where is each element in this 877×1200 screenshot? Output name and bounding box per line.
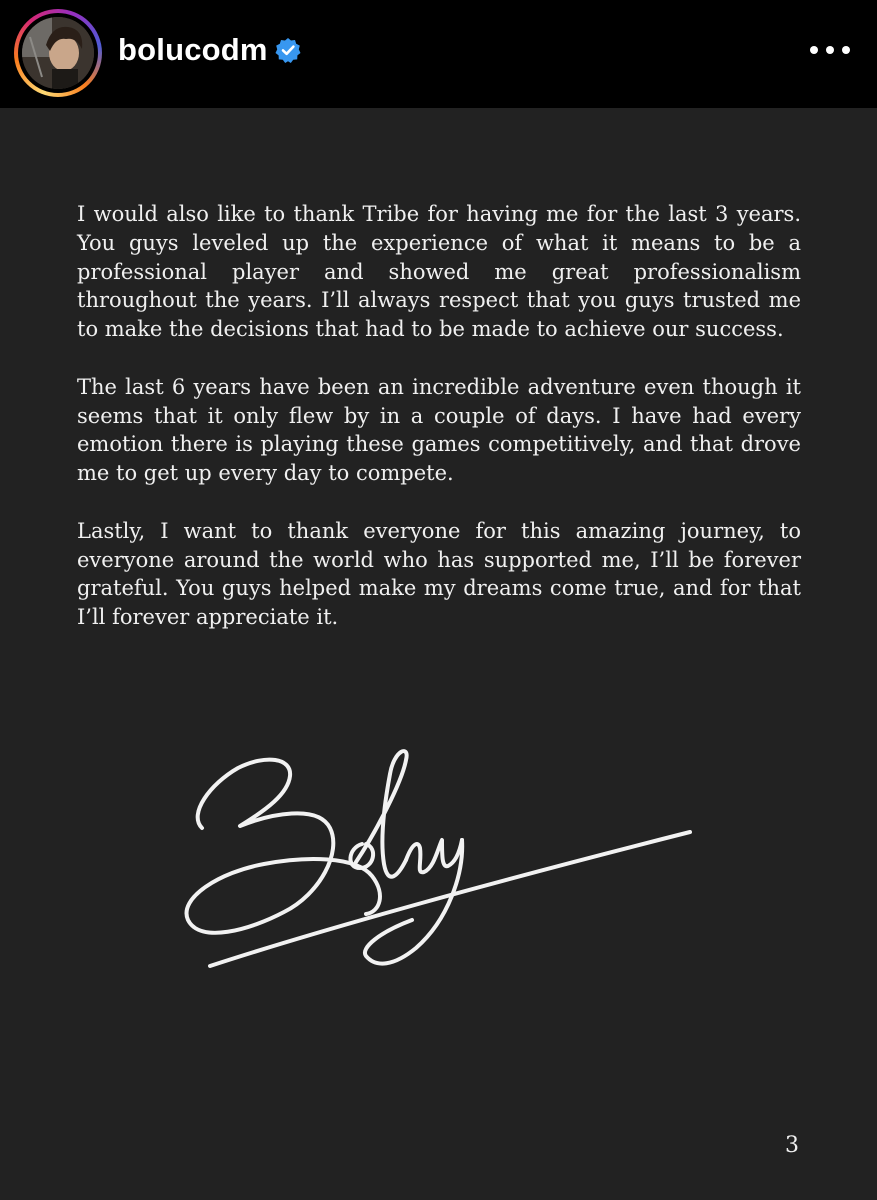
- verified-badge-icon: [275, 37, 301, 63]
- avatar[interactable]: [22, 17, 94, 89]
- letter-paragraph: The last 6 years have been an incredible adventure even though it seems that it only flew by in a couple of days. I have had every emotion there is playing these games competitively, and that drove me to get up every day to compete.: [77, 374, 801, 486]
- page-number: 3: [785, 1133, 799, 1158]
- letter-paragraph: Lastly, I want to thank everyone for this amazing journey, to everyone around the world who has supported me, I’ll be forever grateful. You guys helped make my dreams come true, and for that I’ll forever appreciate it.: [77, 518, 801, 630]
- more-options-icon: [810, 46, 818, 54]
- post-image[interactable]: [0, 108, 877, 1200]
- more-options-button[interactable]: [800, 30, 860, 70]
- letter-body: [77, 200, 801, 661]
- post-header: [0, 0, 877, 108]
- letter-paragraph: I would also like to thank Tribe for having me for the last 3 years. You guys leveled up the experience of what it means to be a professional player and showed me great professionalism throughout the years. I’ll always respect that you guys trusted me to make the decisions that had to be made to achieve our success.: [77, 202, 801, 342]
- story-ring[interactable]: [14, 9, 102, 97]
- handwritten-signature: [180, 744, 700, 984]
- username[interactable]: bolucodm: [118, 32, 268, 67]
- profile-photo: [22, 17, 94, 89]
